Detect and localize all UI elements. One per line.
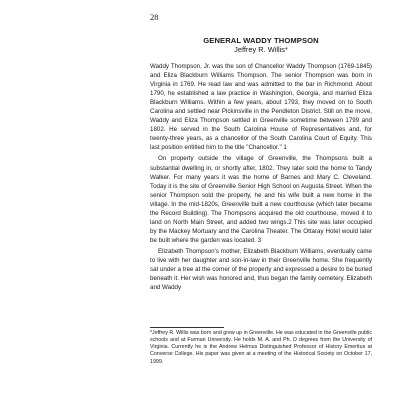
author-footnote	[150, 330, 372, 366]
article-body	[150, 62, 372, 294]
footnote-divider	[150, 327, 224, 328]
article-author: Jeffrey R. Willis*	[234, 45, 288, 54]
body-paragraph-2: On property outside the village of Greenville, the Thompsons built a substantial dwelling in, or shortly after, 1802. They later sold the home to Tandy Walker. For many years it was the home of Barnes and Mary C. Cleveland. Today it is the site of Greenville Senior High School on Augusta Street. When the senior Thompson sold the property, he and his wife built a new home in the village. In the mid-1820s, Greenville built a new courthouse (which later became the Record Building). The Thompsons acquired the old courthouse, moved it to land on North Main Street, and added two wings.2 This site was later occupied by the Mackey Mortuary and the Carolina Theater. The Ottaray Hotel would later be built where the garden was located. 3	[150, 155, 372, 244]
body-paragraph-1: Waddy Thompson, Jr. was the son of Chancellor Waddy Thompson (1769-1845) and Eliza Blackburn Williams Thompson. The senior Thompson was born in Virginia in 1769. He read law and was admitted to the bar in Richmond. About 1790, he established a law practice in Washington, Georgia, and married Eliza Blackburn Williams. Within a few years, about 1793, they moved on to South Carolina and settled near Pickinsville in the Pendleton District. Still on the move, Waddy and Eliza Thompson settled in Greenville sometime between 1799 and 1802. He served in the South Carolina House of Representatives and, for twenty-three years, as a chancellor of the South Carolina Court of Equity. This last position entitled him to the title "Chancellor." 1	[150, 63, 372, 152]
page-number: 28	[150, 12, 159, 22]
article-title: GENERAL WADDY THOMPSON	[203, 36, 319, 45]
footnote-text: *Jeffrey R. Willis was born and grew up in Greenville. He was educated in the Greenville public schools and at Furman University. He holds M. A. and Ph. D degrees from the University of Virginia. Currently he is the Andrew Helmus Distinguished Professor of History Emeritus at Converse College. His paper was given at a meeting of the Historical Society on October 17, 1999.	[150, 330, 372, 365]
body-paragraph-3: Elizabeth Thompson's mother, Elizabeth Blackburn Williams, eventually came to live with her daughter and son-in-law in their Greenville home. She frequently sat under a tree at the corner of the property and expressed a desire to be buried beneath it. Her wish was honored and, thus began the family cemetery. Elizabeth and Waddy	[150, 247, 372, 292]
